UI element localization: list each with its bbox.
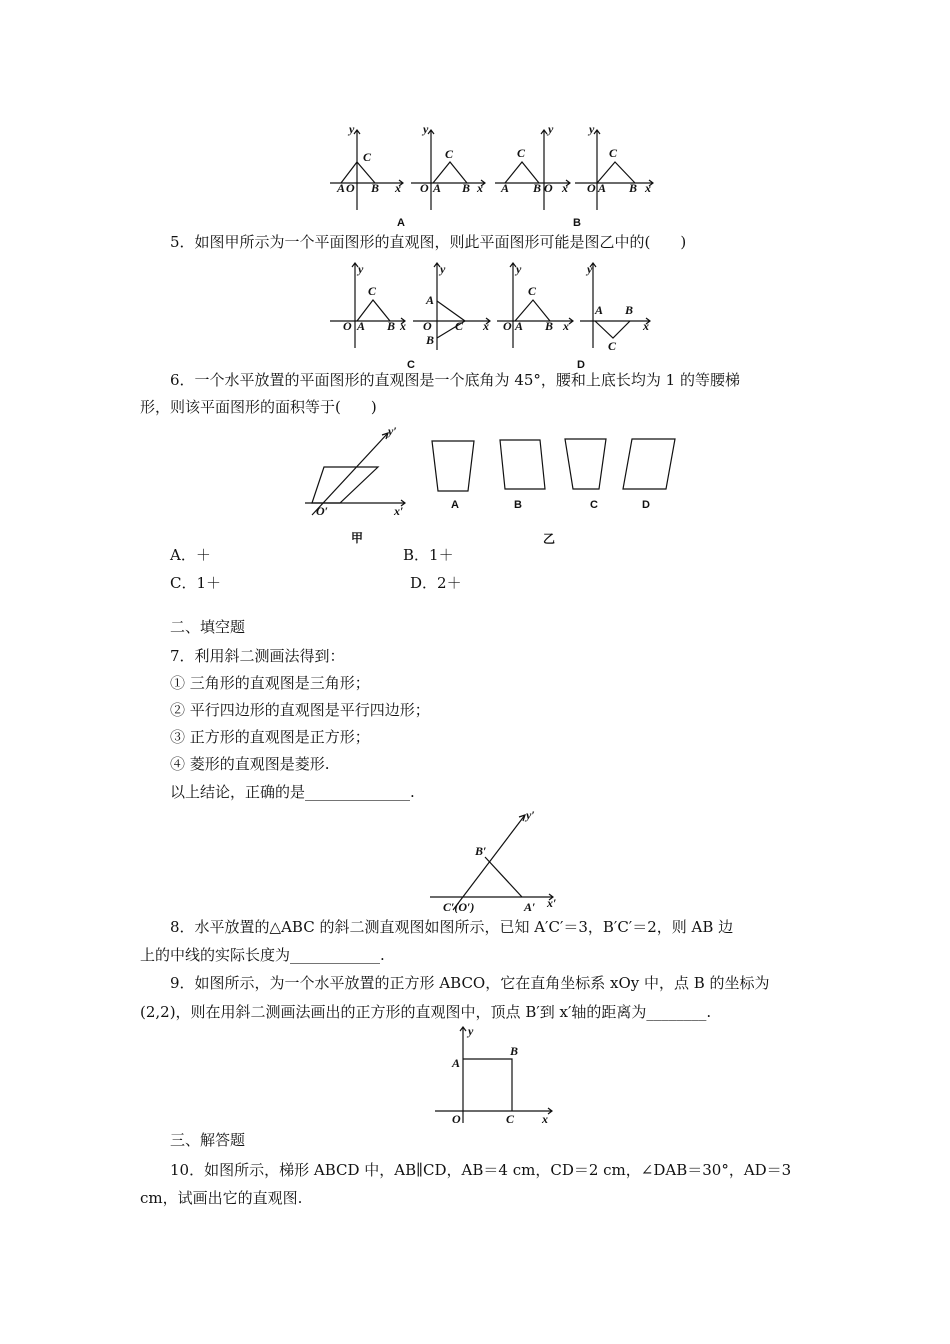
- q5-caption-c: C: [407, 359, 415, 370]
- q8-figure: [425, 805, 565, 913]
- svg-text:y: y: [468, 1024, 474, 1038]
- svg-text:y′: y′: [388, 425, 397, 438]
- q4-panel-2: [411, 122, 485, 210]
- q7-item-3: ③ 正方形的直观图是正方形；: [170, 728, 370, 746]
- q4-p2-y: y: [423, 122, 429, 136]
- svg-text:A: A: [357, 319, 366, 333]
- q6-figure: [300, 425, 680, 520]
- svg-text:A: A: [515, 319, 524, 333]
- svg-text:C′(O′): C′(O′): [443, 900, 475, 913]
- q5-panel-4: [580, 262, 650, 353]
- svg-text:C: C: [590, 499, 598, 511]
- q4-caption-b: B: [573, 217, 581, 229]
- q7-item-2: ② 平行四边形的直观图是平行四边形；: [170, 701, 430, 719]
- svg-text:x: x: [563, 319, 569, 333]
- svg-text:x: x: [643, 319, 649, 333]
- q4-p2-c: C: [445, 147, 454, 161]
- q4-p2-a: A: [433, 181, 442, 195]
- q8-line1: 8．水平放置的△ABC 的斜二测直观图如图所示，已知 A′C′＝3，B′C′＝2，则 AB 边: [170, 918, 734, 936]
- q6-line1: 6．一个水平放置的平面图形的直观图是一个底角为 45°，腰和上底长均为 1 的等腰梯: [170, 371, 740, 389]
- svg-text:O: O: [503, 319, 512, 333]
- q4-panel-1: [330, 122, 403, 210]
- q4-p4-o: O: [587, 181, 596, 195]
- svg-text:B′: B′: [475, 844, 487, 858]
- q10-line2: cm，试画出它的直观图.: [140, 1189, 303, 1207]
- q4-caption-a: A: [397, 217, 405, 229]
- q9-line2: (2,2)，则在用斜二测画法画出的正方形的直观图中，顶点 B′到 x′轴的距离为________.: [140, 1003, 712, 1021]
- svg-text:B: B: [426, 333, 435, 347]
- q8-line2: 上的中线的实际长度为____________.: [140, 946, 385, 964]
- q6-option-b: B．1＋: [403, 546, 454, 564]
- svg-text:O′: O′: [316, 504, 329, 518]
- q10-line1: 10．如图所示，梯形 ABCD 中，AB∥CD，AB＝4 cm，CD＝2 cm，∠DAB＝30°，AD＝3: [170, 1161, 792, 1179]
- q6-option-d: D．2＋: [410, 574, 462, 592]
- q4-p4-b: B: [629, 181, 638, 195]
- svg-text:C: C: [608, 339, 617, 353]
- q5-figure: [325, 258, 665, 370]
- svg-text:C: C: [368, 284, 377, 298]
- svg-text:B: B: [625, 303, 634, 317]
- q4-p3-a: A: [501, 181, 510, 195]
- q6-line2: 形，则该平面图形的面积等于( ): [140, 398, 377, 416]
- svg-text:y: y: [516, 262, 522, 276]
- q6-caption-jia: 甲: [351, 531, 364, 545]
- svg-text:C: C: [506, 1112, 515, 1126]
- svg-text:x′: x′: [547, 896, 557, 910]
- q4-p1-c: C: [363, 150, 372, 164]
- q4-p1-o: O: [346, 181, 355, 195]
- svg-text:x: x: [400, 319, 406, 333]
- svg-text:y: y: [440, 262, 446, 276]
- q4-panel-4: [575, 122, 653, 210]
- svg-text:y′: y′: [526, 808, 535, 822]
- svg-text:O: O: [343, 319, 352, 333]
- svg-text:B: B: [510, 1044, 519, 1058]
- svg-text:A: A: [451, 499, 459, 511]
- svg-text:D: D: [642, 499, 650, 511]
- svg-text:O: O: [452, 1112, 461, 1126]
- svg-text:y: y: [358, 262, 364, 276]
- q4-p1-b: B: [371, 181, 380, 195]
- q5-caption-d: D: [577, 359, 585, 370]
- q6-fig-right: [432, 439, 675, 511]
- q4-figure: [325, 120, 665, 230]
- q6-fig-left: [305, 425, 405, 518]
- q4-p1-x: x: [395, 181, 401, 195]
- q6-option-c: C．1＋: [170, 574, 222, 592]
- q4-p4-x: x: [645, 181, 651, 195]
- q4-p3-o: O: [544, 181, 553, 195]
- q6-caption-yi: 乙: [543, 532, 556, 546]
- q4-p2-o: O: [420, 181, 429, 195]
- svg-text:O: O: [423, 319, 432, 333]
- q9-line1: 9．如图所示，为一个水平放置的正方形 ABCO，它在直角坐标系 xOy 中，点 B 的坐标为: [170, 974, 770, 992]
- q4-p1-a: A: [337, 181, 346, 195]
- q6-option-a: A．＋: [170, 546, 211, 564]
- q5-text: 5．如图甲所示为一个平面图形的直观图，则此平面图形可能是图乙中的( ): [170, 233, 687, 251]
- q4-p3-y: y: [548, 122, 554, 136]
- q5-panel-1: [330, 262, 406, 348]
- svg-text:C: C: [455, 319, 464, 333]
- svg-text:A: A: [595, 303, 604, 317]
- q5-panel-2: [413, 262, 490, 350]
- q4-p2-x: x: [477, 181, 483, 195]
- svg-text:y: y: [587, 262, 593, 276]
- svg-text:A: A: [452, 1056, 461, 1070]
- q9-figure: [430, 1023, 560, 1128]
- q4-p4-y: y: [589, 122, 595, 136]
- svg-text:x: x: [542, 1112, 548, 1126]
- svg-text:B: B: [545, 319, 554, 333]
- svg-text:x: x: [483, 319, 489, 333]
- svg-text:B: B: [387, 319, 396, 333]
- q4-p2-b: B: [462, 181, 471, 195]
- q4-panel-3: [495, 122, 570, 210]
- q7-item-4: ④ 菱形的直观图是菱形.: [170, 755, 330, 773]
- q4-p3-c: C: [517, 146, 526, 160]
- q4-p3-x: x: [562, 181, 568, 195]
- svg-text:C: C: [528, 284, 537, 298]
- q4-p4-c: C: [609, 146, 618, 160]
- q4-p3-b: B: [533, 181, 542, 195]
- q7-intro: 7．利用斜二测画法得到：: [170, 647, 345, 665]
- svg-text:B: B: [514, 499, 522, 511]
- q5-panel-3: [497, 262, 573, 348]
- q7-conclusion: 以上结论，正确的是______________.: [170, 783, 415, 801]
- section-2-heading: 二、填空题: [170, 618, 246, 636]
- q4-p1-y: y: [349, 122, 355, 136]
- section-3-heading: 三、解答题: [170, 1131, 246, 1149]
- svg-text:x′: x′: [394, 504, 404, 518]
- svg-text:A′: A′: [524, 900, 536, 913]
- svg-text:A: A: [426, 293, 435, 307]
- q7-item-1: ① 三角形的直观图是三角形；: [170, 674, 370, 692]
- q4-p4-a: A: [598, 181, 607, 195]
